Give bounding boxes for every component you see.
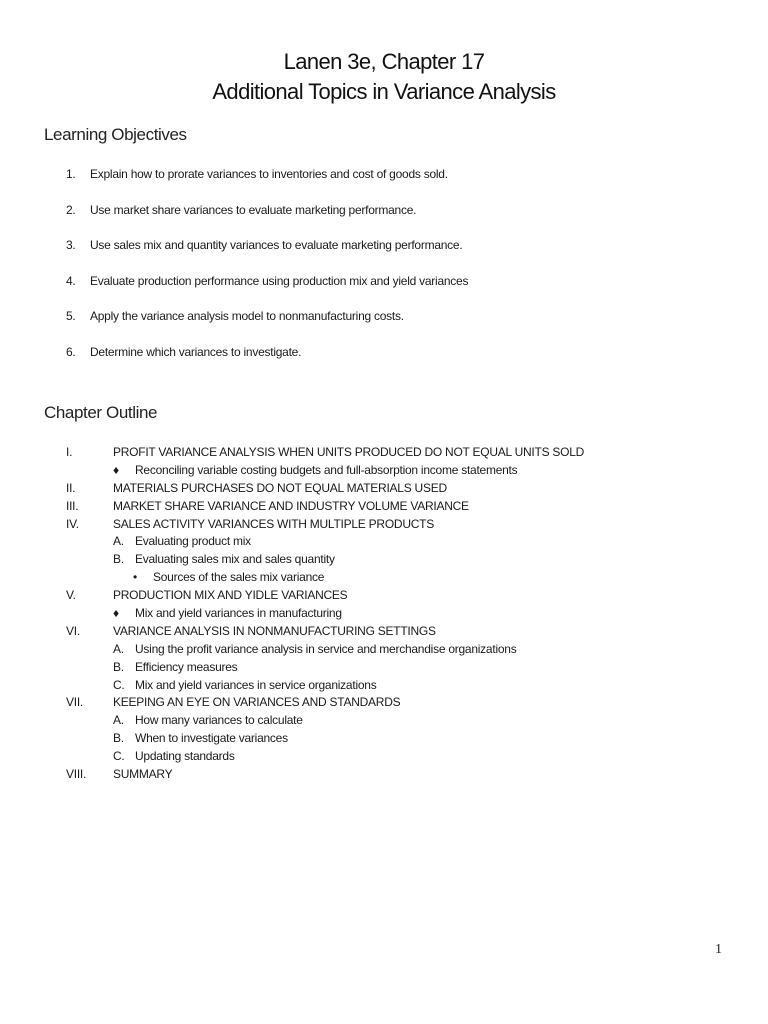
objective-text: Use market share variances to evaluate marketing performance. <box>90 202 417 217</box>
outline-subitem <box>66 731 584 749</box>
outline-subitem <box>66 552 584 570</box>
outline-section <box>66 499 584 517</box>
objective-number: 4. <box>66 273 76 288</box>
objective-text: Use sales mix and quantity variances to evaluate marketing performance. <box>90 238 463 253</box>
outline-letter: B. <box>113 731 124 746</box>
outline-subitem <box>66 678 584 696</box>
objective-item <box>66 238 468 274</box>
objective-item <box>66 345 468 381</box>
outline-section-title: MARKET SHARE VARIANCE AND INDUSTRY VOLUME VARIANCE <box>113 498 469 513</box>
outline-section-title: VARIANCE ANALYSIS IN NONMANUFACTURING SETTINGS <box>113 623 436 638</box>
outline-letter: C. <box>113 677 125 692</box>
learning-objectives-heading: Learning Objectives <box>44 125 187 144</box>
outline-section <box>66 695 584 713</box>
outline-roman-numeral: VIII. <box>66 767 87 782</box>
objective-number: 6. <box>66 344 76 359</box>
objective-item <box>66 274 468 310</box>
outline-subitem-text: Reconciling variable costing budgets and full-absorption income statements <box>135 462 518 477</box>
outline-subitem-text: Evaluating product mix <box>135 534 251 549</box>
learning-objectives-list <box>66 167 468 381</box>
outline-section <box>66 517 584 535</box>
outline-section-title: PRODUCTION MIX AND YIDLE VARIANCES <box>113 588 348 603</box>
objective-number: 1. <box>66 167 76 181</box>
outline-subitem <box>66 660 584 678</box>
outline-subitem-text: Using the profit variance analysis in service and merchandise organizations <box>135 641 517 656</box>
round-bullet-icon: • <box>133 570 137 585</box>
outline-roman-numeral: II. <box>66 480 76 495</box>
outline-subitem <box>66 606 584 624</box>
outline-subsubitem-text: Sources of the sales mix variance <box>153 570 325 585</box>
outline-section <box>66 588 584 606</box>
outline-roman-numeral: IV. <box>66 516 79 531</box>
outline-section <box>66 624 584 642</box>
outline-letter: A. <box>113 641 124 656</box>
outline-subitem-text: Updating standards <box>135 749 235 764</box>
outline-roman-numeral: VII. <box>66 695 84 710</box>
outline-subsubitem <box>66 570 584 588</box>
outline-subitem-text: Mix and yield variances in service organizations <box>135 677 377 692</box>
outline-roman-numeral: VI. <box>66 623 80 638</box>
diamond-bullet-icon: ♦ <box>113 606 119 621</box>
outline-section-title: SALES ACTIVITY VARIANCES WITH MULTIPLE PRODUCTS <box>113 516 434 531</box>
objective-text: Apply the variance analysis model to nonmanufacturing costs. <box>90 309 404 324</box>
document-title-line-1: Lanen 3e, Chapter 17 <box>283 49 485 74</box>
objective-text: Evaluate production performance using production mix and yield variances <box>90 273 469 288</box>
outline-subitem-text: Evaluating sales mix and sales quantity <box>135 552 335 567</box>
outline-roman-numeral: V. <box>66 588 76 603</box>
page-number: 1 <box>715 942 722 957</box>
outline-subitem-text: How many variances to calculate <box>135 713 303 728</box>
outline-letter: A. <box>113 534 124 549</box>
outline-letter: B. <box>113 552 124 567</box>
objective-number: 3. <box>66 238 76 253</box>
outline-letter: C. <box>113 749 125 764</box>
outline-subitem <box>66 642 584 660</box>
outline-letter: A. <box>113 713 124 728</box>
outline-section-title: KEEPING AN EYE ON VARIANCES AND STANDARDS <box>113 695 401 710</box>
outline-subitem <box>66 463 584 481</box>
objective-item <box>66 167 468 203</box>
outline-section-title: PROFIT VARIANCE ANALYSIS WHEN UNITS PRODUCED DO NOT EQUAL UNITS SOLD <box>113 445 585 459</box>
objective-text: Explain how to prorate variances to inventories and cost of goods sold. <box>90 167 448 181</box>
outline-roman-numeral: I. <box>66 445 73 459</box>
outline-section <box>66 445 584 463</box>
outline-subitem-text: Mix and yield variances in manufacturing <box>135 606 342 621</box>
objective-item <box>66 203 468 239</box>
objective-number: 2. <box>66 202 76 217</box>
outline-subitem <box>66 749 584 767</box>
outline-subitem <box>66 713 584 731</box>
outline-section-title: SUMMARY <box>113 767 173 782</box>
outline-subitem-text: Efficiency measures <box>135 659 238 674</box>
outline-section <box>66 481 584 499</box>
diamond-bullet-icon: ♦ <box>113 462 119 477</box>
outline-section <box>66 767 584 785</box>
objective-item <box>66 309 468 345</box>
chapter-outline-list <box>66 445 584 785</box>
outline-roman-numeral: III. <box>66 498 79 513</box>
objective-text: Determine which variances to investigate. <box>90 344 302 359</box>
outline-subitem-text: When to investigate variances <box>135 731 288 746</box>
outline-section-title: MATERIALS PURCHASES DO NOT EQUAL MATERIALS USED <box>113 480 447 495</box>
chapter-outline-heading: Chapter Outline <box>44 403 158 422</box>
outline-subitem <box>66 534 584 552</box>
outline-letter: B. <box>113 659 124 674</box>
document-title-line-2: Additional Topics in Variance Analysis <box>212 79 556 104</box>
objective-number: 5. <box>66 309 76 324</box>
